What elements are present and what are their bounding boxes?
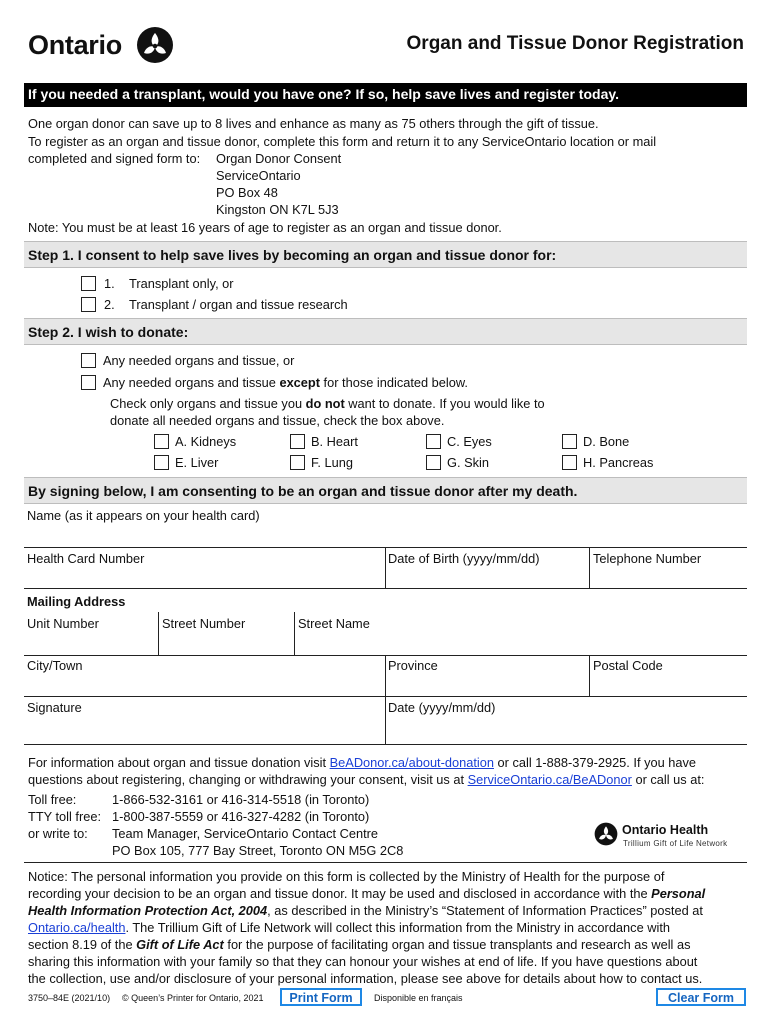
divider <box>589 547 590 588</box>
notice-line: Notice: The personal information you provide on this form is collected by the Ministry of Health for the purpose of <box>28 869 665 884</box>
ontario-logo-text: Ontario <box>28 30 122 60</box>
ontario-health-link[interactable]: Ontario.ca/health <box>28 920 126 935</box>
street-number-label: Street Number <box>162 616 246 631</box>
tollfree-label: Toll free: <box>28 792 77 807</box>
serviceontario-link[interactable]: ServiceOntario.ca/BeADonor <box>467 772 632 787</box>
dob-label: Date of Birth (yyyy/mm/dd) <box>388 551 540 566</box>
notice-line: Health Information Protection Act, 2004, as described in the Ministry’s “Statement of Information Practices” posted at <box>28 903 703 918</box>
french-availability: Disponible en français <box>374 993 463 1003</box>
trillium-network-name: Trillium Gift of Life Network <box>623 839 728 848</box>
date-label: Date (yyyy/mm/dd) <box>388 700 496 715</box>
notice-line: Ontario.ca/health. The Trillium Gift of Life Network will collect this information from the Ministry in accordance with <box>28 920 670 935</box>
info-line-1: For information about organ and tissue donation visit BeADonor.ca/about-donation or call 1-888-379-2925. If you have <box>28 755 697 770</box>
donate-any-label: Any needed organs and tissue, or <box>103 353 295 368</box>
form-number: 3750–84E (2021/10) <box>28 993 111 1003</box>
trillium-logo-icon <box>136 26 174 64</box>
step1-option-label: Transplant / organ and tissue research <box>129 297 348 312</box>
organ-label: B. Heart <box>311 434 358 449</box>
write-line-2: PO Box 105, 777 Bay Street, Toronto ON M5G 2C8 <box>112 843 404 858</box>
age-note: Note: You must be at least 16 years of age to register as an organ and tissue donor. <box>28 220 502 235</box>
donate-any-checkbox[interactable] <box>81 353 96 368</box>
divider <box>24 862 747 863</box>
divider <box>294 612 295 655</box>
signature-label: Signature <box>27 700 82 715</box>
divider <box>385 547 386 588</box>
tty-label: TTY toll free: <box>28 809 102 824</box>
organ-bone-checkbox[interactable] <box>562 434 577 449</box>
beadonor-link[interactable]: BeADonor.ca/about-donation <box>329 755 494 770</box>
name-label: Name (as it appears on your health card) <box>27 508 260 523</box>
banner-heading: If you needed a transplant, would you have one? If so, help save lives and register today. <box>24 83 747 107</box>
city-label: City/Town <box>27 658 83 673</box>
organ-heart-checkbox[interactable] <box>290 434 305 449</box>
step1-option-1-checkbox[interactable] <box>81 276 96 291</box>
divider <box>385 696 386 744</box>
ontario-health-name: Ontario Health <box>622 823 709 837</box>
address-line: Kingston ON K7L 5J3 <box>216 202 339 217</box>
organ-kidneys-checkbox[interactable] <box>154 434 169 449</box>
address-line: Organ Donor Consent <box>216 151 342 166</box>
organ-label: H. Pancreas <box>583 455 654 470</box>
notice-line: recording your decision to be an organ and tissue donor. It may be used and disclosed in accordance with the Personal <box>28 886 706 901</box>
tollfree-value: 1-866-532-3161 or 416-314-5518 (in Toronto) <box>112 792 370 807</box>
clear-form-button[interactable]: Clear Form <box>656 988 746 1006</box>
step1-heading: Step 1. I consent to help save lives by becoming an organ and tissue donor for: <box>24 241 747 268</box>
notice-line: section 8.19 of the Gift of Life Act for the purpose of facilitating organ and tissue transplants and research as well as <box>28 937 691 952</box>
organ-label: G. Skin <box>447 455 489 470</box>
step1-option-number: 1. <box>104 276 115 291</box>
divider <box>24 588 747 589</box>
name-input[interactable] <box>24 524 747 546</box>
divider <box>24 744 747 745</box>
organ-label: A. Kidneys <box>175 434 237 449</box>
divider <box>158 612 159 655</box>
intro-line-1: One organ donor can save up to 8 lives and enhance as many as 75 others through the gift of tissue. <box>28 116 599 131</box>
info-line-2: questions about registering, changing or withdrawing your consent, visit us at ServiceOntario.ca/BeADonor or call us at: <box>28 772 705 787</box>
address-line: PO Box 48 <box>216 185 278 200</box>
divider <box>385 655 386 696</box>
organ-label: C. Eyes <box>447 434 492 449</box>
tty-value: 1-800-387-5559 or 416-327-4282 (in Toronto) <box>112 809 370 824</box>
phone-label: Telephone Number <box>593 551 702 566</box>
organ-liver-checkbox[interactable] <box>154 455 169 470</box>
organ-label: D. Bone <box>583 434 630 449</box>
donate-except-checkbox[interactable] <box>81 375 96 390</box>
postal-code-label: Postal Code <box>593 658 663 673</box>
organ-lung-checkbox[interactable] <box>290 455 305 470</box>
write-line-1: Team Manager, ServiceOntario Contact Centre <box>112 826 379 841</box>
organ-pancreas-checkbox[interactable] <box>562 455 577 470</box>
print-form-button[interactable]: Print Form <box>280 988 362 1006</box>
organ-instructions-line-1: Check only organs and tissue you do not want to donate. If you would like to <box>110 396 545 411</box>
intro-line-2: To register as an organ and tissue donor, complete this form and return it to any ServiceOntario location or mail <box>28 134 657 149</box>
step2-heading: Step 2. I wish to donate: <box>24 318 747 345</box>
ontario-health-logo-icon <box>594 822 618 846</box>
address-line: ServiceOntario <box>216 168 301 183</box>
organ-label: E. Liver <box>175 455 219 470</box>
step1-option-2-checkbox[interactable] <box>81 297 96 312</box>
write-label: or write to: <box>28 826 88 841</box>
health-card-label: Health Card Number <box>27 551 145 566</box>
intro-line-3: completed and signed form to: <box>28 151 201 166</box>
notice-line: the collection, use and/or disclosure of your personal information, please see above for details about how to contact us. <box>28 971 703 986</box>
unit-number-label: Unit Number <box>27 616 99 631</box>
mailing-address-label: Mailing Address <box>27 594 126 609</box>
organ-instructions-line-2: donate all needed organs and tissue, check the box above. <box>110 413 445 428</box>
organ-skin-checkbox[interactable] <box>426 455 441 470</box>
divider <box>589 655 590 696</box>
document-title: Organ and Tissue Donor Registration <box>406 33 744 54</box>
copyright: © Queen’s Printer for Ontario, 2021 <box>122 993 264 1003</box>
province-label: Province <box>388 658 438 673</box>
organ-label: F. Lung <box>311 455 353 470</box>
step1-option-label: Transplant only, or <box>129 276 234 291</box>
consent-heading: By signing below, I am consenting to be an organ and tissue donor after my death. <box>24 477 747 504</box>
notice-line: sharing this information with your family so that they can honour your wishes at end of life. If you have questions about <box>28 954 698 969</box>
step1-option-number: 2. <box>104 297 115 312</box>
organ-eyes-checkbox[interactable] <box>426 434 441 449</box>
donate-except-label: Any needed organs and tissue except for those indicated below. <box>103 375 468 390</box>
street-name-label: Street Name <box>298 616 370 631</box>
